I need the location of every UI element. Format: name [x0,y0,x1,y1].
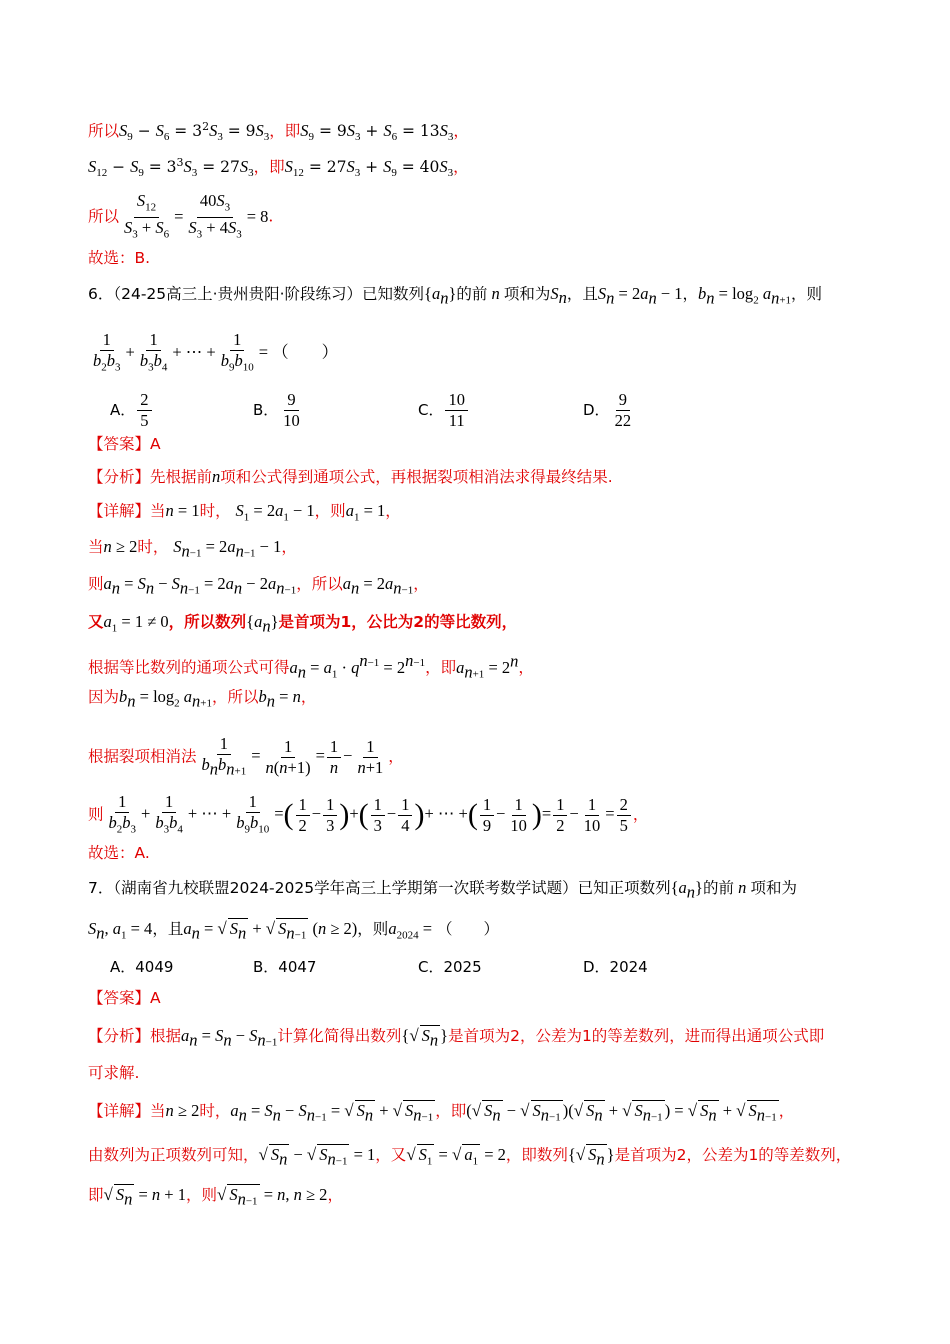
option-d[interactable]: D． $\frac{9}{22}$ [583,390,632,430]
question-6-line-2: $\frac{1}{b_2b_3}$ + $\frac{1}{b_3b_4}$ + ⋯ + $\frac{1}{b_9b_{10}}$ = （ ） [93,330,339,374]
choice-line-a: 故选：A. [88,844,150,862]
detail-6-line-1: 【详解】当n = 1时， $S_1 = 2a_1 - 1$，则$a_1 = 1$， [88,501,401,524]
detail-6-line-2: 当n ≥ 2时， $S_{n-1} = 2a_{n-1} - 1$， [88,537,297,561]
question-7-line-2: $S_n$, $a_1 = 4$，且$a_n$ = √ $S_n$ + √ $S_{n-1}$ (n ≥ 2)，则$a_{2024}$ = （ ） [88,918,499,945]
question-6-line-1: 6．（24-25高三上·贵州贵阳·阶段练习）已知数列$\{a_n\}$的前 n 项和为$S_n$，且$S_n = 2a_n - 1$，$b_n = \log_2 a_{n+1}$，则 [88,284,823,308]
option-a[interactable]: A． $\frac{2}{5}$ [110,390,154,431]
analysis-6: 【分析】先根据前n项和公式得到通项公式，再根据裂项相消法求得最终结果. [88,467,613,486]
choice-line-b: 故选：B. [88,249,151,267]
detail-6-line-8: 则 $\frac{1}{b_2b_3}$ + $\frac{1}{b_3b_4}$ + ⋯ + $\frac{1}{b_9b_{10}}$ =( $\frac{1}{2}$ − $\frac{1}{3}$ )+( $\frac{1}{3}$ − $\frac{1}{4}$ )+ ⋯ +( $\frac{1}{9}$ − $\frac{1}{10}$ )= $\frac{1}{2}$ − $\frac{1}{10}$ = $\frac{2}{5}$ ， [88,792,649,836]
option-c[interactable]: C． $\frac{10}{11}$ [418,390,470,431]
answer-7: 【答案】A [88,989,161,1007]
detail-6-line-3: 则$a_n = S_n - S_{n-1} = 2a_n - 2a_{n-1}$，所以$a_n = 2a_{n-1}$， [88,574,429,598]
option-7b[interactable]: B．4047 [253,958,317,976]
analysis-7-line-2: 可求解. [88,1064,140,1082]
detail-6-line-5: 根据等比数列的通项公式可得$a_n = a_1 \cdot q^{n-1} = 2^{n-1}$，即$a_{n+1} = 2^n$， [88,651,534,681]
option-7a[interactable]: A．4049 [110,958,174,976]
option-7c[interactable]: C．2025 [418,958,482,976]
answer-6: 【答案】A [88,435,161,453]
analysis-7-line-1: 【分析】根据$a_n = S_n - S_{n-1}$计算化简得出数列{√ $S_n$ }是首项为2，公差为1的等差数列，进而得出通项公式即 [88,1026,825,1050]
question-7-line-1: 7．（湖南省九校联盟2024-2025学年高三上学期第一次联考数学试题）已知正项数列$\{a_n\}$的前 n 项和为 [88,878,797,902]
detail-7-line-1: 【详解】当n ≥ 2时，$a_n = S_n - S_{n-1}$ = √ $S_n$ + √ $S_{n-1}$ ，即(√ $S_n$ − √ $S_{n-1}$ )(√ $S_n$ + √ $S_{n-1}$ ) = √ $S_n$ + √ $S_{n-1}$ ， [88,1100,794,1127]
detail-6-line-6: 因为$b_n = \log_2 a_{n+1}$，所以$b_n = n$， [88,687,317,711]
solution-line-1: 所以$S_9 - S_6 = 3^2S_3 = 9S_3$，即$S_9 = 9S_3 + S_6 = 13S_3$， [88,120,469,144]
detail-6-line-4: 又$a_1 = 1 \ne 0$，所以数列$\{a_n\}$是首项为1，公比为2的等比数列， [88,612,518,636]
solution-line-2: $S_{12} - S_9 = 3^3S_3 = 27S_3$，即$S_{12} = 27S_3 + S_9 = 40S_3$， [88,156,469,180]
detail-7-line-3: 即√ $S_n = n + 1$，则√ $S_{n-1} = n$, n ≥ 2， [88,1184,343,1211]
solution-line-3: 所以 $\frac{S_{12}}{S_3 + S_6}$ = $\frac{40S_3}{S_3 + 4S_3}$ = 8. [88,191,274,241]
detail-6-line-7: 根据裂项相消法 $\frac{1}{b_nb_{n+1}}$ = $\frac{1}{n(n+1)}$ = $\frac{1}{n}$ − $\frac{1}{n+1}$ ， [88,734,404,779]
detail-7-line-2: 由数列为正项数列可知，√ $S_n$ − √ $S_{n-1} = 1$，又√ $S_1$ = √ $a_1 = 2$，即数列{√ $S_n$ }是首项为2，公差为1的等差数列， [88,1144,851,1171]
option-b[interactable]: B． $\frac{9}{10}$ [253,390,300,430]
option-7d[interactable]: D．2024 [583,958,648,976]
